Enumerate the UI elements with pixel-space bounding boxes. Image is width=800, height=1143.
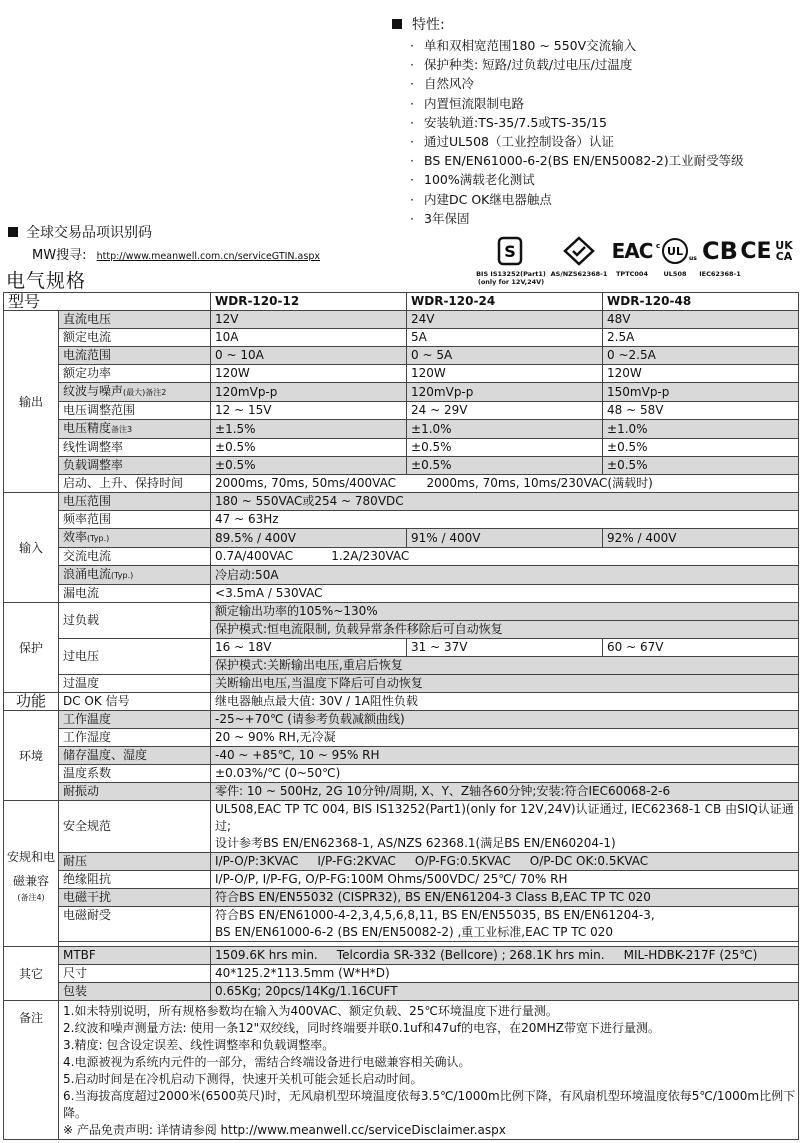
row-name: 工作湿度 bbox=[59, 729, 211, 747]
row-name-text: 浪涌电流 bbox=[63, 567, 112, 581]
table-row bbox=[4, 420, 799, 439]
feature-item: · 单和双相宽范围180 ~ 550V交流输入 bbox=[410, 36, 797, 55]
cell: ±0.5% bbox=[211, 457, 407, 475]
row-name: 额定功率 bbox=[59, 365, 211, 383]
features-section bbox=[392, 14, 797, 228]
cell: 12V bbox=[211, 311, 407, 329]
row-name bbox=[59, 529, 211, 548]
category-environment: 环境 bbox=[4, 711, 59, 801]
row-name: 电流范围 bbox=[59, 347, 211, 365]
row-name: 温度系数 bbox=[59, 765, 211, 783]
table-row bbox=[4, 711, 799, 729]
row-name bbox=[59, 383, 211, 402]
row-name-text: 效率 bbox=[63, 530, 88, 544]
cell: 20 ~ 90% RH,无冷凝 bbox=[211, 729, 799, 747]
cell: 180 ~ 550VAC或254 ~ 780VDC bbox=[211, 493, 799, 511]
table-row bbox=[4, 475, 799, 493]
square-bullet-icon bbox=[8, 227, 18, 237]
cell: <3.5mA / 530VAC bbox=[211, 585, 799, 603]
table-row bbox=[4, 493, 799, 511]
row-name: 安全规范 bbox=[59, 801, 211, 853]
cell: 47 ~ 63Hz bbox=[211, 511, 799, 529]
table-row bbox=[4, 675, 799, 693]
note-line: ※ 产品免责声明: 详情请参阅 http://www.meanwell.cc/serviceDisclaimer.aspx bbox=[63, 1123, 506, 1137]
note-line: 6.当海拔高度超过2000米(6500英尺)时，无风扇机型环境温度依每3.5℃/1000m比例下降，有风扇机型环境温度依每5℃/1000m比例下降。 bbox=[63, 1089, 796, 1120]
table-row bbox=[4, 311, 799, 329]
row-name: 尺寸 bbox=[59, 965, 211, 983]
category-safety-note: (备注4) bbox=[17, 892, 45, 902]
note-line: 4.电源被视为系统内元件的一部分，需结合终端设备进行电磁兼容相关确认。 bbox=[63, 1055, 471, 1069]
table-header-row bbox=[4, 293, 799, 311]
note-line: 3.精度: 包含设定误差、线性调整率和负载调整率。 bbox=[63, 1038, 335, 1052]
table-row bbox=[4, 566, 799, 585]
certification-logos bbox=[476, 232, 798, 288]
cell: ±1.0% bbox=[603, 420, 799, 439]
feature-item: · 通过UL508（工业控制设备）认证 bbox=[410, 132, 797, 151]
ul-caption: UL508 bbox=[663, 270, 687, 278]
cell: 5A bbox=[407, 329, 603, 347]
row-name-text: 电压精度 bbox=[63, 421, 112, 435]
table-row bbox=[4, 853, 799, 871]
svg-text:c: c bbox=[656, 242, 661, 250]
cell: 冷启动:50A bbox=[211, 566, 799, 585]
table-row bbox=[4, 365, 799, 383]
cell: 40*125.2*113.5mm (W*H*D) bbox=[211, 965, 799, 983]
cell: 0.65Kg; 20pcs/14Kg/1.16CUFT bbox=[211, 983, 799, 1001]
cb-logo-icon: CB bbox=[702, 237, 738, 265]
cell: 2000ms, 70ms, 50ms/400VAC 2000ms, 70ms, 10ms/230VAC(满载时) bbox=[211, 475, 799, 493]
table-row bbox=[4, 402, 799, 420]
cell: 保护模式:恒电流限制, 负载异常条件移除后可自动恢复 bbox=[211, 621, 799, 639]
model-col-3: WDR-120-48 bbox=[603, 293, 799, 311]
table-row bbox=[4, 747, 799, 765]
safety-standard-line-1: UL508,EAC TP TC 004, BIS IS13252(Part1)(only for 12V,24V)认证通过, IEC62368-1 CB 由SIQ认证通过; bbox=[215, 802, 794, 833]
cell: 91% / 400V bbox=[407, 529, 603, 548]
table-row bbox=[4, 783, 799, 801]
table-row bbox=[4, 639, 799, 657]
category-safety-text: 安规和电磁兼容 bbox=[6, 849, 55, 888]
mw-search-label: MW搜寻: bbox=[32, 248, 87, 263]
table-row bbox=[4, 947, 799, 965]
table-row bbox=[4, 529, 799, 548]
category-protection: 保护 bbox=[4, 603, 59, 693]
cell: 92% / 400V bbox=[603, 529, 799, 548]
cell: ±1.5% bbox=[211, 420, 407, 439]
table-row bbox=[4, 889, 799, 907]
row-name: 电压范围 bbox=[59, 493, 211, 511]
model-col-2: WDR-120-24 bbox=[407, 293, 603, 311]
row-name: 电磁干扰 bbox=[59, 889, 211, 907]
rcm-logo-icon bbox=[562, 236, 596, 266]
feature-item: · 3年保固 bbox=[410, 209, 797, 228]
cell: 31 ~ 37V bbox=[407, 639, 603, 657]
row-name bbox=[59, 566, 211, 585]
cell: 0 ~ 10A bbox=[211, 347, 407, 365]
spec-table bbox=[3, 292, 799, 1140]
row-name bbox=[59, 420, 211, 439]
cell: ±0.5% bbox=[211, 439, 407, 457]
row-name: 工作温度 bbox=[59, 711, 211, 729]
table-row bbox=[4, 439, 799, 457]
table-row bbox=[4, 693, 799, 711]
category-safety-emc bbox=[4, 801, 59, 947]
eac-caption: TPTC004 bbox=[616, 270, 648, 278]
feature-item: · 100%满载老化测试 bbox=[410, 170, 797, 189]
ukca-logo-icon: UK CA bbox=[775, 239, 793, 263]
table-row bbox=[4, 907, 799, 942]
table-row bbox=[4, 329, 799, 347]
row-name: 漏电流 bbox=[59, 585, 211, 603]
table-row bbox=[4, 965, 799, 983]
cell bbox=[211, 907, 799, 942]
ce-logo-icon: CE bbox=[740, 238, 772, 264]
cell: 0 ~2.5A bbox=[603, 347, 799, 365]
category-output: 输出 bbox=[4, 311, 59, 493]
row-note: 备注3 bbox=[111, 425, 133, 434]
cell: 2.5A bbox=[603, 329, 799, 347]
note-line: 5.启动时间是在冷机启动下测得，快速开关机可能会延长启动时间。 bbox=[63, 1072, 423, 1086]
cell: 1509.6K hrs min. Telcordia SR-332 (Bellcore) ; 268.1K hrs min. MIL-HDBK-217F (25℃) bbox=[211, 947, 799, 965]
gtin-heading bbox=[8, 222, 152, 242]
note-line: 1.如未特别说明，所有规格参数均在输入为400VAC、额定负载、25℃环境温度下进行量测。 bbox=[63, 1004, 558, 1018]
row-note: (Typ.) bbox=[111, 571, 134, 580]
cell: 89.5% / 400V bbox=[211, 529, 407, 548]
features-title: 特性: bbox=[412, 17, 445, 33]
cell: ±1.0% bbox=[407, 420, 603, 439]
row-name: 包装 bbox=[59, 983, 211, 1001]
feature-item: · 安装轨道:TS-35/7.5或TS-35/15 bbox=[410, 113, 797, 132]
cell: 零件: 10 ~ 500Hz, 2G 10分钟/周期, X、Y、Z轴各60分钟;安装:符合IEC60068-2-6 bbox=[211, 783, 799, 801]
row-name: 线性调整率 bbox=[59, 439, 211, 457]
cell: 24V bbox=[407, 311, 603, 329]
table-row bbox=[4, 765, 799, 783]
row-name: 频率范围 bbox=[59, 511, 211, 529]
section-title: 电气规格 bbox=[6, 270, 87, 292]
cell: I/P-O/P, I/P-FG, O/P-FG:100M Ohms/500VDC/ 25℃/ 70% RH bbox=[211, 871, 799, 889]
row-name: 耐压 bbox=[59, 853, 211, 871]
feature-item: · 内置恒流限制电路 bbox=[410, 94, 797, 113]
category-notes: 备注 bbox=[4, 1001, 59, 1140]
cell: 16 ~ 18V bbox=[211, 639, 407, 657]
model-col-1: WDR-120-12 bbox=[211, 293, 407, 311]
row-name: 过电压 bbox=[59, 639, 211, 675]
cell: 关断输出电压,当温度下降后可自动恢复 bbox=[211, 675, 799, 693]
row-name: 过温度 bbox=[59, 675, 211, 693]
cell: 12 ~ 15V bbox=[211, 402, 407, 420]
table-row bbox=[4, 585, 799, 603]
note-line: 2.纹波和噪声测量方法: 使用一条12"双绞线，同时终端要并联0.1uf和47uf的电容，在20MHZ带宽下进行量测。 bbox=[63, 1021, 660, 1035]
row-name: 交流电流 bbox=[59, 548, 211, 566]
table-row bbox=[4, 347, 799, 365]
feature-item: · BS EN/EN61000-6-2(BS EN/EN50082-2)工业耐受等级 bbox=[410, 151, 797, 170]
feature-item: · 内建DC OK继电器触点 bbox=[410, 190, 797, 209]
row-note: (Typ.) bbox=[87, 534, 110, 543]
row-name: 电压调整范围 bbox=[59, 402, 211, 420]
row-name: 启动、上升、保持时间 bbox=[59, 475, 211, 493]
cell: 继电器触点最大值: 30V / 1A阻性负载 bbox=[211, 693, 799, 711]
table-row bbox=[4, 729, 799, 747]
cell: I/P-O/P:3KVAC I/P-FG:2KVAC O/P-FG:0.5KVAC O/P-DC OK:0.5KVAC bbox=[211, 853, 799, 871]
notes-cell bbox=[59, 1001, 799, 1140]
row-name: 负载调整率 bbox=[59, 457, 211, 475]
row-name: 额定电流 bbox=[59, 329, 211, 347]
cell: 24 ~ 29V bbox=[407, 402, 603, 420]
row-name: MTBF bbox=[59, 947, 211, 965]
bis-mark: S bbox=[504, 242, 516, 261]
cell: -25~+70℃ (请参考负载减额曲线) bbox=[211, 711, 799, 729]
row-name: 绝缘阻抗 bbox=[59, 871, 211, 889]
category-input: 输入 bbox=[4, 493, 59, 603]
features-list bbox=[392, 36, 797, 228]
cell: 符合BS EN/EN55032 (CISPR32), BS EN/EN61204-3 Class B,EAC TP TC 020 bbox=[211, 889, 799, 907]
table-row bbox=[4, 1001, 799, 1140]
cell: 额定输出功率的105%~130% bbox=[211, 603, 799, 621]
feature-item: · 保护种类: 短路/过负载/过电压/过温度 bbox=[410, 55, 797, 74]
cb-caption: IEC62368-1 bbox=[699, 270, 741, 278]
cell: ±0.5% bbox=[407, 439, 603, 457]
model-label: 型号 bbox=[4, 293, 211, 311]
table-row bbox=[4, 801, 799, 853]
cell: 0.7A/400VAC 1.2A/230VAC bbox=[211, 548, 799, 566]
row-name: 电磁耐受 bbox=[59, 907, 211, 942]
ems-line-1: 符合BS EN/EN61000-4-2,3,4,5,6,8,11, BS EN/EN55035, BS EN/EN61204-3, bbox=[215, 908, 655, 922]
cell: ±0.03%/℃ (0~50℃) bbox=[211, 765, 799, 783]
cell: 48V bbox=[603, 311, 799, 329]
table-row bbox=[4, 511, 799, 529]
ems-line-2: BS EN/EN61000-6-2 (BS EN/EN50082-2) ,重工业标准,EAC TP TC 020 bbox=[215, 925, 613, 939]
svg-text:us: us bbox=[689, 255, 697, 262]
cell: ±0.5% bbox=[603, 439, 799, 457]
cell: 120mVp-p bbox=[211, 383, 407, 402]
cell: ±0.5% bbox=[603, 457, 799, 475]
cell: -40 ~ +85℃, 10 ~ 95% RH bbox=[211, 747, 799, 765]
row-name: DC OK 信号 bbox=[59, 693, 211, 711]
row-name: 耐振动 bbox=[59, 783, 211, 801]
table-row bbox=[4, 457, 799, 475]
row-name-text: 纹波与噪声 bbox=[63, 384, 124, 398]
square-bullet-icon bbox=[392, 19, 402, 29]
category-function: 功能 bbox=[4, 693, 59, 711]
row-name: 直流电压 bbox=[59, 311, 211, 329]
cell bbox=[211, 801, 799, 853]
category-others: 其它 bbox=[4, 947, 59, 1001]
safety-standard-line-2: 设计参考BS EN/EN62368-1, AS/NZS 62368.1(满足BS EN/EN60204-1) bbox=[215, 836, 616, 850]
cell: 150mVp-p bbox=[603, 383, 799, 402]
cell: ±0.5% bbox=[407, 457, 603, 475]
bis-logo-icon bbox=[496, 236, 524, 266]
table-row bbox=[4, 383, 799, 402]
bis-caption: BIS IS13252(Part1) (only for 12V,24V) bbox=[476, 270, 546, 286]
gtin-title: 全球交易品项识别码 bbox=[26, 225, 152, 241]
table-row bbox=[4, 548, 799, 566]
cell: 48 ~ 58V bbox=[603, 402, 799, 420]
cell: 120W bbox=[407, 365, 603, 383]
features-heading bbox=[392, 14, 797, 34]
cell: 120W bbox=[211, 365, 407, 383]
cell: 60 ~ 67V bbox=[603, 639, 799, 657]
row-name: 过负载 bbox=[59, 603, 211, 639]
svg-text:UL: UL bbox=[667, 245, 683, 258]
row-note: (最大)备注2 bbox=[123, 388, 167, 397]
ul-logo-icon bbox=[652, 236, 698, 266]
feature-item: · 自然风冷 bbox=[410, 74, 797, 93]
eac-logo-icon: EAC bbox=[611, 239, 653, 263]
cell: 120W bbox=[603, 365, 799, 383]
cell: 120mVp-p bbox=[407, 383, 603, 402]
rcm-caption: AS/NZS62368-1 bbox=[550, 270, 608, 278]
gtin-link[interactable]: http://www.meanwell.com.cn/serviceGTIN.aspx bbox=[96, 251, 320, 262]
row-name: 储存温度、湿度 bbox=[59, 747, 211, 765]
table-row bbox=[4, 871, 799, 889]
cell: 10A bbox=[211, 329, 407, 347]
mw-search bbox=[32, 244, 320, 263]
cell: 保护模式:关断输出电压,重启后恢复 bbox=[211, 657, 799, 675]
table-row bbox=[4, 983, 799, 1001]
table-row bbox=[4, 603, 799, 621]
cell: 0 ~ 5A bbox=[407, 347, 603, 365]
